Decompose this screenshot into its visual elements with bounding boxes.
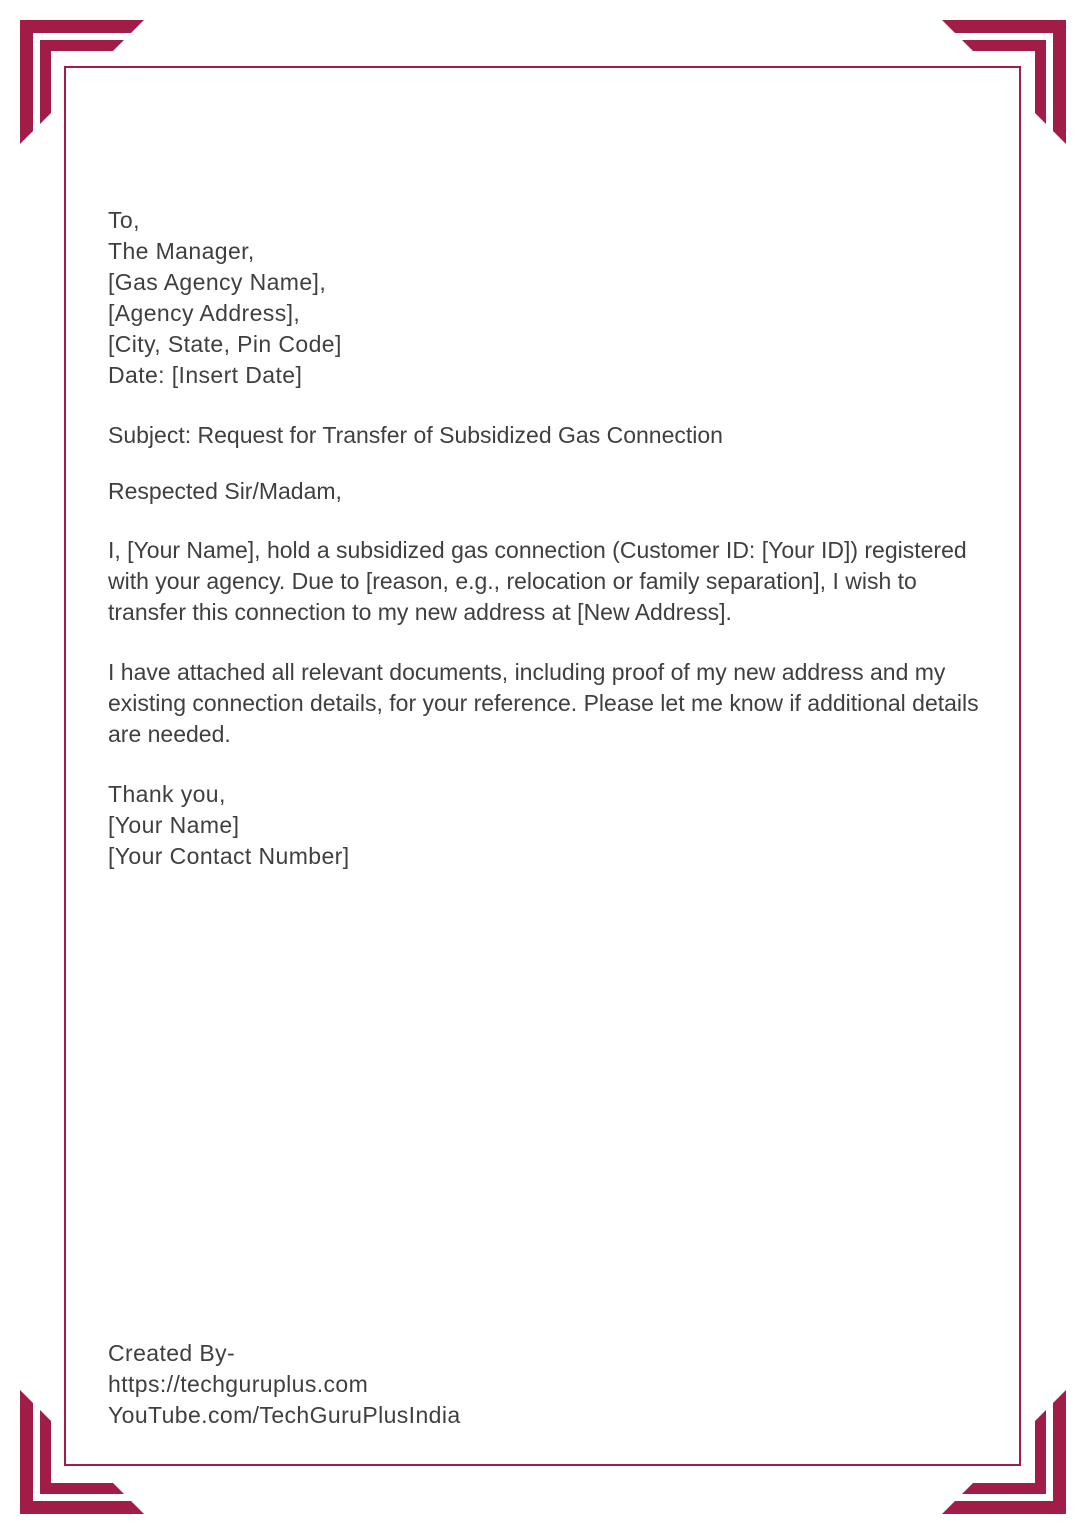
salutation: Respected Sir/Madam,	[108, 478, 342, 504]
closing-contact-number: [Your Contact Number]	[108, 843, 350, 869]
recipient-block	[108, 205, 996, 391]
body-paragraph-1: I, [Your Name], hold a subsidized gas connection (Customer ID: [Your ID]) registered with your agency. Due to [reason, e.g., relocation or family separation], I wish to transfer this connection to my new address at [New Address].	[108, 537, 967, 625]
recipient-line-agency-address: [Agency Address],	[108, 300, 301, 326]
closing-your-name: [Your Name]	[108, 812, 240, 838]
recipient-line-to: To,	[108, 207, 140, 233]
credit-website-url: https://techguruplus.com	[108, 1371, 369, 1397]
letter-content	[108, 205, 996, 872]
recipient-line-city-state-pin: [City, State, Pin Code]	[108, 331, 342, 357]
body-paragraph-2: I have attached all relevant documents, including proof of my new address and my existing connection details, for your reference. Please let me know if additional details are needed.	[108, 659, 979, 747]
credit-youtube-url: YouTube.com/TechGuruPlusIndia	[108, 1402, 461, 1428]
date-line: Date: [Insert Date]	[108, 362, 303, 388]
closing-block	[108, 779, 996, 872]
recipient-line-manager: The Manager,	[108, 238, 255, 264]
credit-block	[108, 1338, 461, 1431]
recipient-line-agency-name: [Gas Agency Name],	[108, 269, 327, 295]
credit-label: Created By-	[108, 1340, 236, 1366]
closing-thank-you: Thank you,	[108, 781, 226, 807]
subject-line: Subject: Request for Transfer of Subsidized Gas Connection	[108, 422, 723, 448]
